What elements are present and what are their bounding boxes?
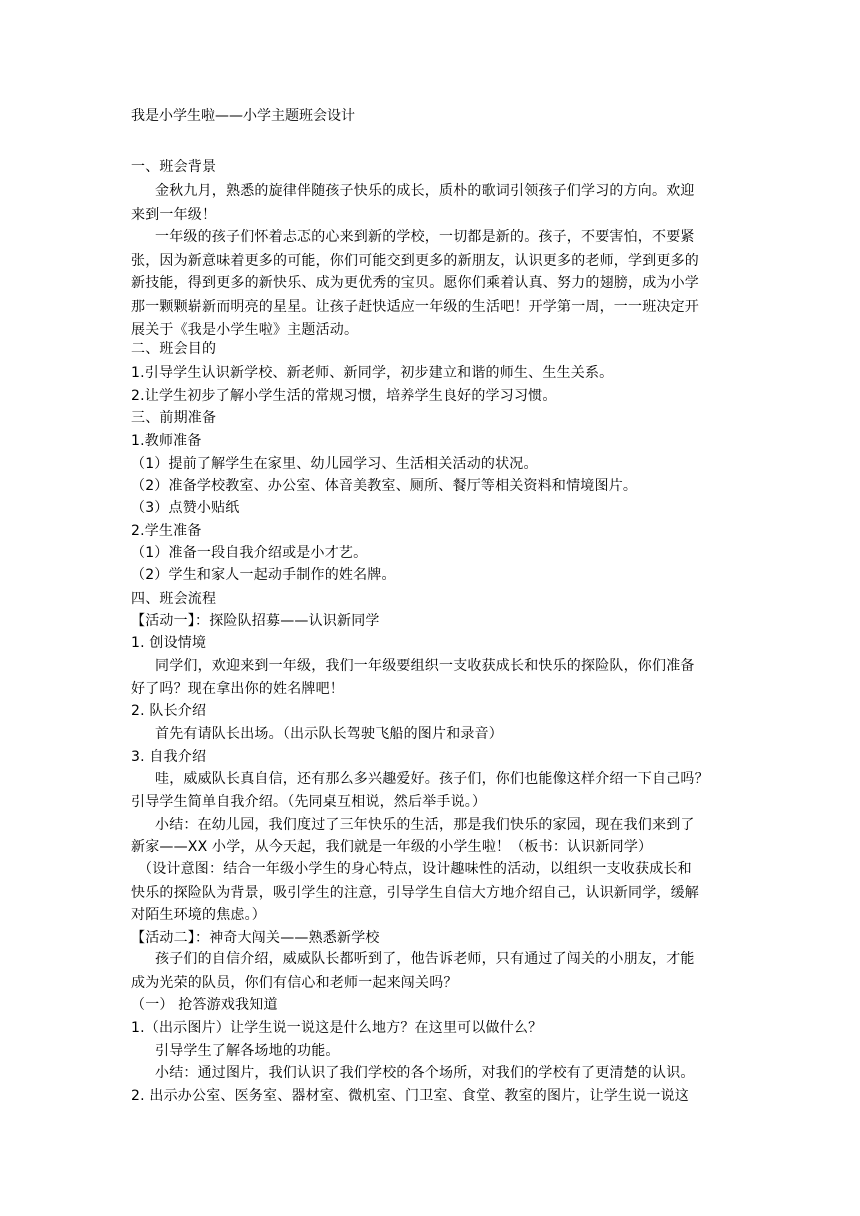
text-line: 3. 自我介绍 (131, 749, 207, 765)
text-line: 快乐的探险队为背景，吸引学生的注意，引导学生自信大方地介绍自己，认识新同学，缓解 (131, 885, 699, 901)
text-line: 新家——XX 小学，从今天起，我们就是一年级的小学生啦！（板书：认识新同学） (131, 839, 653, 855)
text-line: 三、前期准备 (131, 410, 217, 426)
text-line: 【活动一】：探险队招募——认识新同学 (131, 613, 380, 629)
text-line: （设计意图：结合一年级小学生的身心特点，设计趣味性的活动，以组织一支收获成长和 (138, 861, 692, 877)
text-line: 小结：在幼儿园，我们度过了三年快乐的生活，那是我们快乐的家园，现在我们来到了 (155, 817, 695, 833)
text-line: 1.引导学生认识新学校、新老师、新同学，初步建立和谐的师生、生生关系。 (131, 365, 614, 381)
text-line: 引导学生了解各场地的功能。 (155, 1043, 340, 1059)
text-line: 2.让学生初步了解小学生活的常规习惯，培养学生良好的学习习惯。 (131, 388, 557, 404)
text-line: 孩子们的自信介绍，威威队长都听到了，他告诉老师，只有通过了闯关的小朋友，才能 (155, 951, 695, 967)
text-line: 二、班会目的 (131, 341, 217, 357)
text-line: （1）提前了解学生在家里、幼儿园学习、生活相关活动的状况。 (131, 456, 538, 472)
text-line: 同学们，欢迎来到一年级，我们一年级要组织一支收获成长和快乐的探险队，你们准备 (155, 658, 695, 674)
text-line: 金秋九月，熟悉的旋律伴随孩子快乐的成长，质朴的歌词引领孩子们学习的方向。欢迎 (155, 183, 695, 199)
text-line: （3）点赞小贴纸 (131, 500, 240, 516)
text-line: 首先有请队长出场。（出示队长驾驶飞船的图片和录音） (155, 726, 503, 742)
text-line: 1.教师准备 (131, 433, 202, 449)
text-line: 展关于《我是小学生啦》主题活动。 (131, 322, 359, 338)
text-line: 那一颗颗崭新而明亮的星星。让孩子赶快适应一年级的生活吧！开学第一周，一一班决定开 (131, 299, 699, 315)
document-title: 我是小学生啦——小学主题班会设计 (131, 108, 355, 124)
text-line: 成为光荣的队员，你们有信心和老师一起来闯关吗？ (131, 975, 458, 991)
text-line: 2. 队长介绍 (131, 703, 207, 719)
text-line: 一、班会背景 (131, 159, 217, 175)
text-line: 引导学生简单自我介绍。（先同桌互相说，然后举手说。） (131, 794, 487, 810)
text-line: 对陌生环境的焦虑。） (131, 907, 266, 923)
text-line: （2）准备学校教室、办公室、体音美教室、厕所、餐厅等相关资料和情境图片。 (131, 478, 638, 494)
text-line: 来到一年级！ (131, 207, 217, 223)
text-line: 【活动二】：神奇大闯关——熟悉新学校 (131, 930, 380, 946)
text-line: 1. 创设情境 (131, 635, 207, 651)
text-line: 哇，威威队长真自信，还有那么多兴趣爱好。孩子们，你们也能像这样介绍一下自己吗？ (155, 771, 709, 787)
text-line: （2）学生和家人一起动手制作的姓名牌。 (131, 567, 396, 583)
text-line: 好了吗？现在拿出你的姓名牌吧！ (131, 681, 344, 697)
text-line: 一年级的孩子们怀着忐忑的心来到新的学校，一切都是新的。孩子，不要害怕，不要紧 (155, 229, 695, 245)
text-line: 四、班会流程 (131, 591, 217, 607)
text-line: 小结：通过图片，我们认识了我们学校的各个场所，对我们的学校有了更清楚的认识。 (155, 1065, 695, 1081)
text-line: 新技能，得到更多的新快乐、成为更优秀的宝贝。愿你们乘着认真、努力的翅膀，成为小学 (131, 275, 699, 291)
text-line: 张，因为新意味着更多的可能，你们可能交到更多的新朋友，认识更多的老师，学到更多的 (131, 253, 699, 269)
text-line: 2.学生准备 (131, 523, 202, 539)
text-line: （1）准备一段自我介绍或是小才艺。 (131, 545, 368, 561)
text-line: （一） 抢答游戏我知道 (131, 997, 278, 1013)
text-line: 2. 出示办公室、医务室、器材室、微机室、门卫室、食堂、教室的图片，让学生说一说这 (131, 1088, 690, 1104)
text-line: 1.（出示图片）让学生说一说这是什么地方？在这里可以做什么？ (131, 1020, 543, 1036)
